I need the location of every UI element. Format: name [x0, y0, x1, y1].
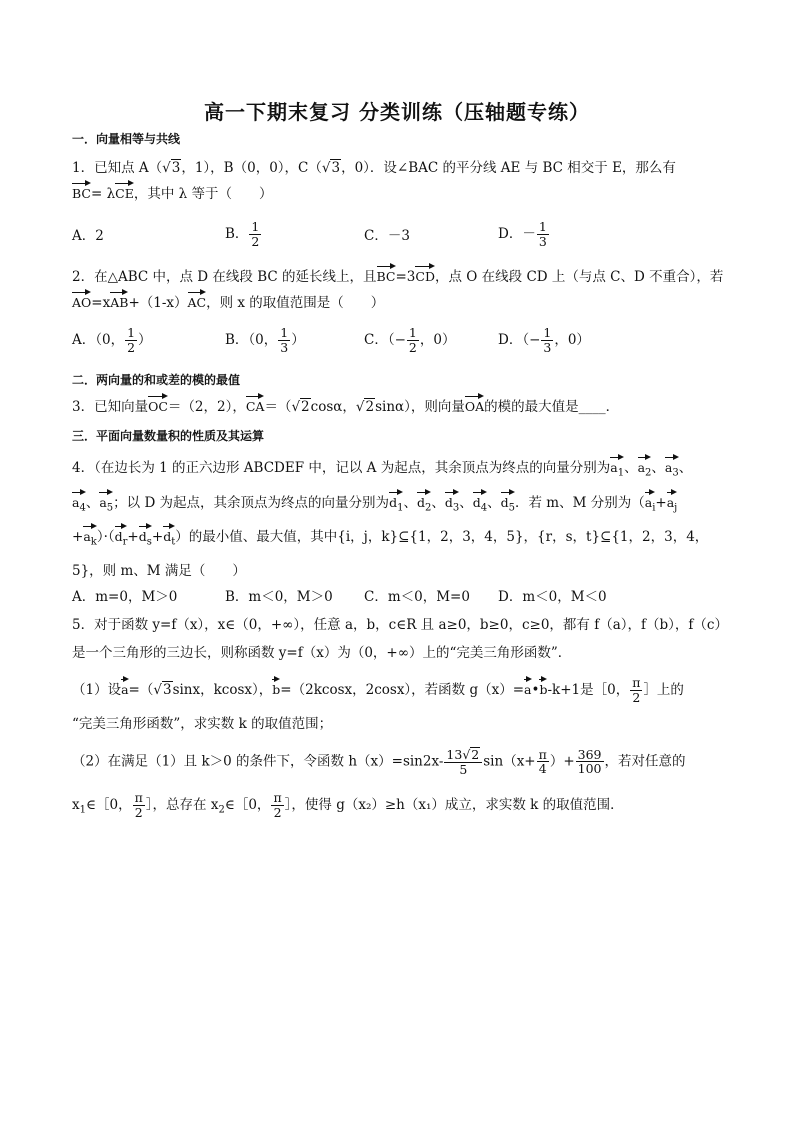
sqrt-symbol: √2: [291, 399, 310, 415]
section-heading-1: 一．向量相等与共线: [72, 132, 181, 146]
q1-option-c: C．－3: [364, 228, 410, 244]
q5-part2-line2: $x_1\in[0$， $\frac{\pi}{2}$ ］，总存在 $x_2\in[0$， $\frac{\pi}{2}$ ］，使得 g（x₂）≥h（x₁）成立，求实数 k 的取值范围．: [72, 790, 624, 820]
sqrt-symbol: √2: [355, 399, 375, 415]
q2-option-c: C．（− $\frac{1}{2}$ ，0）: [364, 325, 456, 355]
q2-line2: AO=xAB+（1-x）AC，则 x 的取值范围是（ ）: [72, 290, 384, 311]
q1-line1: 1．已知点 A（√3，1），B（0，0），C（√3，0）．设∠BAC 的平分线 AE 与 BC 相交于 E，那么有: [72, 160, 676, 176]
q4-option-a: A．m=0，M＞0: [72, 589, 178, 605]
vector-bc: BC: [72, 181, 91, 201]
vector-ab: AB: [110, 290, 128, 310]
q1-option-d: D．－ $\frac{1}{3}$: [498, 219, 547, 249]
q4-option-b: B．m＜0，M＞0: [225, 589, 333, 605]
q2-option-a: A．（0， $\frac{1}{2}$ ）: [72, 325, 152, 355]
q4-option-d: D．m＜0，M＜0: [498, 589, 607, 605]
vector-oa: OA: [465, 394, 484, 414]
vector-cd: CD: [415, 264, 435, 284]
q4-line1: 4．（在边长为 1 的正六边形 ABCDEF 中，记以 A 为起点，其余顶点为终点的向量分别为$a_1$、$a_2$、$a_3$、: [72, 455, 692, 479]
section-heading-2: 二．两向量的和或差的模的最值: [72, 373, 241, 387]
q2-option-d: D．（− $\frac{1}{3}$ ，0）: [498, 325, 590, 355]
q5-part1-line2: “完美三角形函数”，求实数 k 的取值范围；: [72, 716, 333, 732]
q5-part2-line1: （2）在满足（1）且 k＞0 的条件下，令函数 h（x）=sin2x- $\frac{13√2}{5}$ sin（x+ $\frac{\pi}{4}$ ）+ $\frac{369}{100}$ ，若对任意的: [72, 746, 686, 777]
q4-line2: $a_4$、$a_5$；以 D 为起点，其余顶点为终点的向量分别为$d_1$、$d_2$、$d_3$、$d_4$、$d_5$．若 m、M 分别为（$a_i+a_j$: [72, 490, 677, 514]
q5-part1-line1: （1）设a=（√3sinx，kcosx），b=（2kcosx，2cosx），若函数 g（x）=a•b-k+1是［0， $\frac{\pi}{2}$ ］上的: [72, 675, 684, 705]
vector-oc: OC: [148, 394, 168, 414]
q1-option-a: A．2: [72, 228, 104, 244]
q1-option-b: B． $\frac{1}{2}$: [225, 219, 260, 249]
q1-line2: BC= λCE，其中 λ 等于（ ）: [72, 181, 273, 202]
section-heading-3: 三．平面向量数量积的性质及其运算: [72, 429, 265, 443]
q2-option-b: B．（0， $\frac{1}{3}$ ）: [225, 325, 305, 355]
vector-ca: CA: [246, 394, 265, 414]
vector-ac: AC: [188, 290, 207, 310]
sqrt-symbol: √3: [153, 681, 172, 698]
q4-line4: 5}，则 m、M 满足（ ）: [72, 563, 246, 579]
q2-line1: 2．在△ABC 中，点 D 在线段 BC 的延长线上，且BC=3CD，点 O 在线段 CD 上（与点 C、D 不重合），若: [72, 264, 723, 285]
q4-option-c: C．m＜0，M=0: [364, 589, 470, 605]
vector-bc: BC: [377, 264, 396, 284]
q4-line3: $+a_k)\cdot(d_r+d_s+d_t)$的最小值、最大值，其中{i，j，k}⊆{1，2，3，4，5}，{r，s，t}⊆{1，2，3，4，: [72, 524, 708, 548]
vector-b: b: [272, 677, 280, 697]
vector-ao: AO: [72, 290, 91, 310]
q3-line: 3．已知向量OC＝（2，2），CA＝（√2cosα，√2sinα），则向量OA的模的最大值是____．: [72, 394, 619, 415]
page-title: 高一下期末复习 分类训练（压轴题专练）: [204, 100, 590, 124]
vector-a: a: [121, 677, 128, 697]
vector-ce: CE: [115, 181, 134, 201]
q5-line1: 5．对于函数 y=f（x），x∈（0，+∞），任意 a，b，c∈R 且 a≥0，b≥0，c≥0，都有 f（a），f（b），f（c）: [72, 617, 728, 633]
q5-line2: 是一个三角形的三边长，则称函数 y=f（x）为（0，+∞）上的“完美三角形函数”．: [72, 645, 572, 661]
sqrt-symbol: √3: [321, 160, 341, 176]
sqrt-symbol: √3: [162, 160, 181, 176]
